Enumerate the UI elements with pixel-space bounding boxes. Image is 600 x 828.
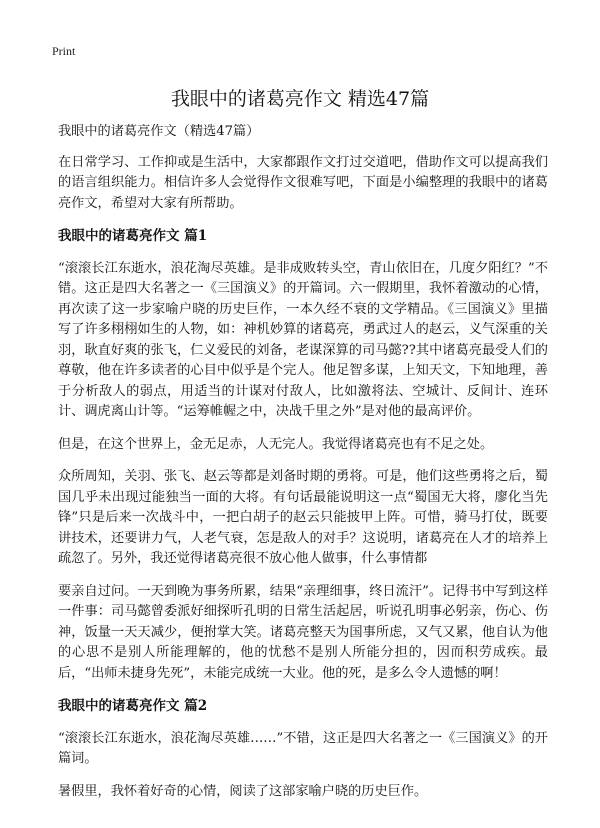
section1-paragraph-4: 要亲自过问。一天到晚为事务所累，结果“亲理细事，终日流汗”。记得书中写到这样一件事：司马懿曾委派好细探听孔明的日常生活起居，听说孔明事必躬亲，伤心、伤神，饭量一天天减少，便拊掌大笑。诸葛亮整天为国事所虑，又气又累，他自认为他的心思不是别人所能理解的，他的忧愁不是别人所能分担的，因而积劳成疾。最后，“出师未捷身先死”，未能完成统一大业。他的死，是多么令人遗憾的啊！ <box>58 583 548 681</box>
section1-paragraph-2: 但是，在这个世界上，金无足赤，人无完人。我觉得诸葛亮也有不足之处。 <box>58 436 494 452</box>
section-heading-1: 我眼中的诸葛亮作文 篇1 <box>58 228 208 244</box>
page-title: 我眼中的诸葛亮作文 精选47篇 <box>170 88 430 110</box>
print-link[interactable]: Print <box>52 44 76 58</box>
document-body <box>58 122 548 814</box>
section2-paragraph-2: 暑假里，我怀着好奇的心情，阅读了这部家喻户晓的历史巨作。 <box>58 783 428 799</box>
section1-paragraph-3: 众所周知，关羽、张飞、赵云等都是刘备时期的勇将。可是，他们这些勇将之后，蜀国几乎未出现过能独当一面的大将。有句话最能说明这一点“蜀国无大将，廖化当先锋”只是后来一次战斗中，一把白胡子的赵云只能披甲上阵。可惜，骑马打仗，既要讲技术，还要讲力气，人老气衰，怎是敌人的对手？这说明，诸葛亮在人才的培养上疏忽了。另外，我还觉得诸葛亮很不放心他人做事，什么事情都 <box>58 469 548 566</box>
section1-paragraph-1: “滚滚长江东逝水，浪花淘尽英雄。是非成败转头空，青山依旧在，几度夕阳红？”不错。这正是四大名著之一《三国演义》的开篇词。六一假期里，我怀着激动的心情，再次读了这一步家喻户晓的历史巨作，一本久经不衰的文学精品。《三国演义》里描写了许多栩栩如生的人物，如：神机妙算的诸葛亮，勇武过人的赵云，义气深重的关羽，耿直好爽的张飞，仁义爱民的刘备，老谋深算的司马懿??其中诸葛亮最受人们的尊敬，他在许多读者的心目中似乎是个完人。他足智多谋，上知天文，下知地理，善于分析敌人的弱点，用适当的计谋对付敌人，比如激将法、空城计、反间计、连环计、调虎离山计等。“运筹帷幄之中，决战千里之外”是对他的最高评价。 <box>58 260 548 419</box>
section-heading-2: 我眼中的诸葛亮作文 篇2 <box>58 698 208 714</box>
section2-paragraph-1: “滚滚长江东逝水，浪花淘尽英雄……”不错，这正是四大名著之一《三国演义》的开篇词。 <box>58 730 548 766</box>
intro-paragraph: 在日常学习、工作抑或是生活中，大家都跟作文打过交道吧，借助作文可以提高我们的语言组织能力。相信许多人会觉得作文很难写吧，下面是小编整理的我眼中的诸葛亮作文，希望对大家有所帮助。 <box>58 154 548 211</box>
doc-subtitle: 我眼中的诸葛亮作文（精选47篇） <box>58 124 260 139</box>
